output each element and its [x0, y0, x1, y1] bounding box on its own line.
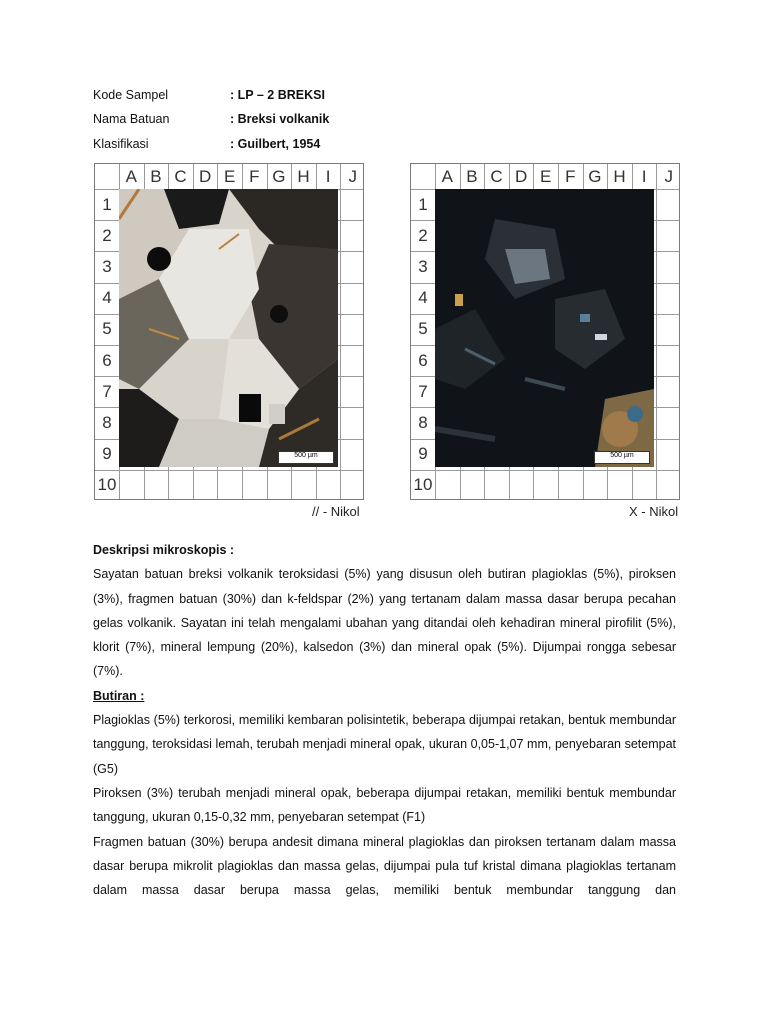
grid-column-line: [340, 164, 341, 499]
ppl-caption: // - Nikol: [312, 504, 360, 519]
grid-row-label: 6: [418, 350, 428, 370]
grid-row-label: 2: [418, 225, 428, 245]
piroksen-paragraph: Piroksen (3%) terubah menjadi mineral opak, beberapa dijumpai retakan, memiliki bentuk membundar tanggung, ukuran 0,15-0,32 mm, penyebaran setempat (F1): [93, 785, 676, 825]
grid-row-label: 1: [102, 194, 112, 214]
grid-column-label: I: [325, 167, 331, 186]
grid-column-label: H: [297, 167, 310, 186]
grid-row-label: 2: [102, 225, 112, 245]
grid-row-label: 1: [418, 194, 428, 214]
grid-row-label: 5: [418, 319, 428, 339]
grid-column-label: A: [441, 167, 453, 186]
grid-row-label: 5: [102, 319, 112, 339]
grid-column-label: B: [150, 167, 162, 186]
ppl-photomicrograph: [119, 189, 338, 467]
intro-paragraph: Sayatan batuan breksi volkanik teroksidasi (5%) yang disusun oleh butiran plagioklas (5%), piroksen (3%), fragmen batuan (30%) dan k-feldspar (2%) yang tertanam dalam massa dasar berupa pecahan gelas volkanik. Sayatan ini telah mengalami ubahan yang ditandai oleh kehadiran mineral pirofilit (5%), klorit (7%), mineral lempung (20%), kalsedon (3%) dan mineral opak (5%). Dijumpai rongga sebesar (7%).: [93, 567, 676, 679]
grid-column-label: J: [664, 167, 673, 186]
grid-row-label: 8: [418, 413, 428, 432]
grid-row-label: 8: [102, 413, 112, 432]
rock-name-label: Nama Batuan: [93, 112, 170, 126]
scale-bar-xpl: 500 µm: [594, 451, 650, 464]
fragmen-paragraph: Fragmen batuan (30%) berupa andesit dimana mineral plagioklas dan piroksen tertanam dalam massa dasar berupa mikrolit plagioklas dan massa gelas, dijumpai pula tuf kristal dimana plagioklas tertanam dalam massa dasar berupa massa gelas, memiliki bentuk membundar tanggung dan: [93, 834, 676, 898]
sample-code-label: Kode Sampel: [93, 88, 169, 102]
grid-column-label: F: [565, 167, 576, 186]
grid-column-label: D: [198, 167, 212, 186]
grid-column-label: B: [466, 167, 478, 186]
xpl-photomicrograph-grid: [410, 163, 680, 500]
grid-column-label: I: [641, 167, 647, 186]
grid-column-label: F: [249, 167, 260, 186]
grid-row-label: 7: [102, 381, 112, 401]
grid-column-label: C: [490, 167, 503, 186]
grid-column-label: A: [125, 167, 137, 186]
grid-row-label: 3: [102, 257, 112, 276]
grid-row-label: 9: [102, 444, 112, 464]
grid-column-label: H: [613, 167, 626, 186]
sample-code-value: : LP – 2 BREKSI: [230, 88, 325, 102]
grid-column-label: G: [588, 167, 602, 186]
ppl-photomicrograph-grid: [94, 163, 364, 500]
grid-column-label: E: [224, 167, 236, 186]
classification-label: Klasifikasi: [93, 137, 149, 151]
scale-bar-ppl: 500 µm: [278, 451, 334, 464]
grid-row-line: [95, 470, 363, 471]
grid-column-label: C: [174, 167, 187, 186]
grid-row-line: [411, 470, 679, 471]
grid-column-label: G: [272, 167, 286, 186]
grid-row-label: 4: [102, 288, 112, 308]
grid-column-label: E: [540, 167, 552, 186]
xpl-caption: X - Nikol: [629, 504, 679, 519]
grid-row-label: 6: [102, 350, 112, 370]
grid-column-line: [656, 164, 657, 499]
grid-row-label: 7: [418, 381, 428, 401]
microscopic-description: [93, 538, 676, 902]
butiran-heading: Butiran :: [93, 688, 145, 703]
grid-column-label: D: [514, 167, 528, 186]
classification-value: : Guilbert, 1954: [230, 137, 321, 151]
description-heading: Deskripsi mikroskopis :: [93, 543, 235, 557]
grid-row-label: 3: [418, 257, 428, 276]
grid-row-label: 10: [413, 475, 433, 495]
xpl-photomicrograph: [435, 189, 654, 467]
grid-column-label: J: [348, 167, 357, 186]
plagioklas-paragraph: Plagioklas (5%) terkorosi, memiliki kembaran polisintetik, beberapa dijumpai retakan, bentuk membundar tanggung, teroksidasi lemah, terubah menjadi mineral opak, ukuran 0,05-1,07 mm, penyebaran setempat (G5): [93, 713, 676, 776]
grid-row-label: 10: [97, 475, 117, 495]
rock-name-value: : Breksi volkanik: [230, 112, 330, 126]
grid-row-label: 4: [418, 288, 428, 308]
grid-row-label: 9: [418, 444, 428, 464]
